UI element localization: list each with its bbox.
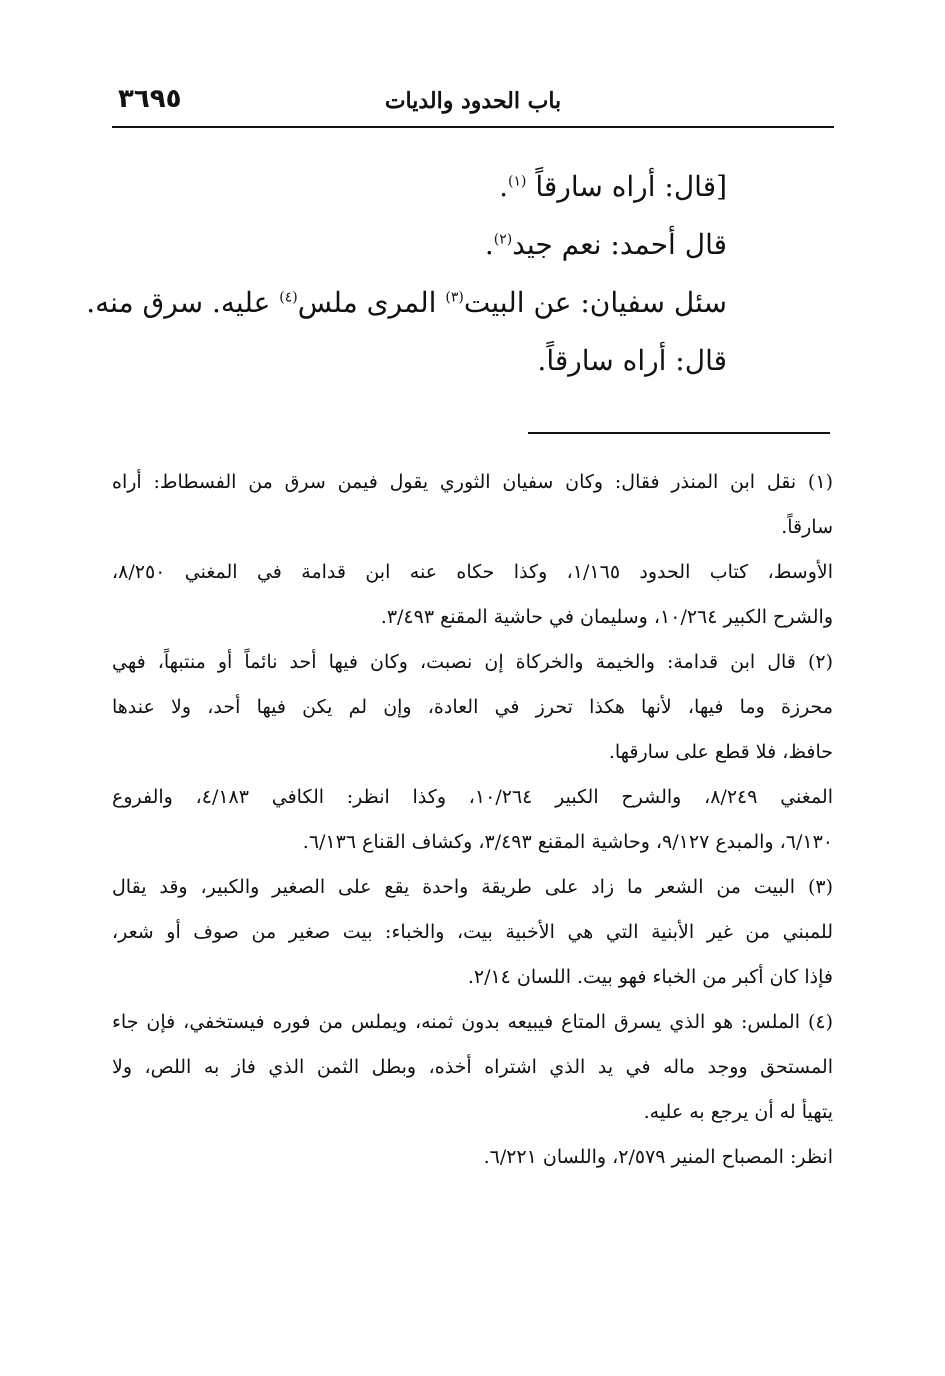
main-line-3: سئل سفيان: عن البيت$^{(٣)}$ المرى ملس$^{(٤)}$ عليه. سرق منه. (86, 286, 727, 319)
footnote-line: سارقاً. (781, 516, 833, 538)
main-line-2: قال أحمد: نعم جيد$^{(٢)}$. (484, 228, 727, 261)
footnote-ref-3: (٣) (445, 289, 464, 306)
footnote-line: انظر: المصباح المنير ٢/٥٧٩، واللسان ٦/٢٢١. (483, 1146, 833, 1168)
footnote-separator (528, 432, 830, 434)
main-line-1: [قال: أراه سارقاً $^{(١)}$. (499, 170, 727, 203)
footnote-ref-4: (٤) (279, 289, 298, 306)
running-head: باب الحدود والديات (384, 88, 562, 114)
footnote-line: المغني ٨/٢٤٩، والشرح الكبير ١٠/٢٦٤، وكذا انظر: الكافي ٤/١٨٣، والفروع (112, 786, 833, 808)
footnote-line: والشرح الكبير ١٠/٢٦٤، وسليمان في حاشية المقنع ٣/٤٩٣. (380, 606, 833, 628)
footnote-line: محرزة وما فيها، لأنها هكذا تحرز في العادة، وإن لم يكن فيها أحد، ولا عندها (112, 696, 833, 718)
footnote-line: يتهيأ له أن يرجع به عليه. (643, 1101, 833, 1123)
footnote-line: للمبني من غير الأبنية التي هي الأخبية بيت، والخباء: بيت صغير من صوف أو شعر، (112, 921, 833, 943)
footnote-line: (٤) الملس: هو الذي يسرق المتاع فيبيعه بدون ثمنه، ويملس من فوره فيستخفي، فإن جاء (112, 1011, 833, 1033)
page-header (112, 82, 834, 128)
footnote-ref-2: (٢) (493, 231, 513, 248)
footnote-line: فإذا كان أكبر من الخباء فهو بيت. اللسان ٢/١٤. (467, 966, 833, 988)
page-number: ٣٦٩٥ (118, 84, 182, 114)
footnote-line: (٢) قال ابن قدامة: والخيمة والخركاة إن نصبت، وكان فيها أحد نائماً أو منتبهاً، فهي (112, 651, 833, 673)
footnotes (112, 460, 833, 1180)
main-text (86, 158, 727, 390)
footnote-line: الأوسط، كتاب الحدود ١/١٦٥، وكذا حكاه عنه ابن قدامة في المغني ٨/٢٥٠، (112, 561, 833, 583)
footnote-ref-1: (١) (508, 173, 527, 190)
footnote-line: (٣) البيت من الشعر ما زاد على طريقة واحدة يقع على الصغير والكبير، وقد يقال (112, 876, 833, 898)
footnote-line: ٦/١٣٠، والمبدع ٩/١٢٧، وحاشية المقنع ٣/٤٩٣، وكشاف القناع ٦/١٣٦. (302, 831, 833, 853)
footnote-line: (١) نقل ابن المنذر فقال: وكان سفيان الثوري يقول فيمن سرق من الفسطاط: أراه (112, 471, 833, 493)
main-line-4: قال: أراه سارقاً. (537, 344, 727, 377)
footnote-line: المستحق ووجد ماله في يد الذي اشتراه أخذه، وبطل الثمن الذي فاز به اللص، ولا (112, 1056, 833, 1078)
footnote-line: حافظ، فلا قطع على سارقها. (608, 741, 833, 763)
